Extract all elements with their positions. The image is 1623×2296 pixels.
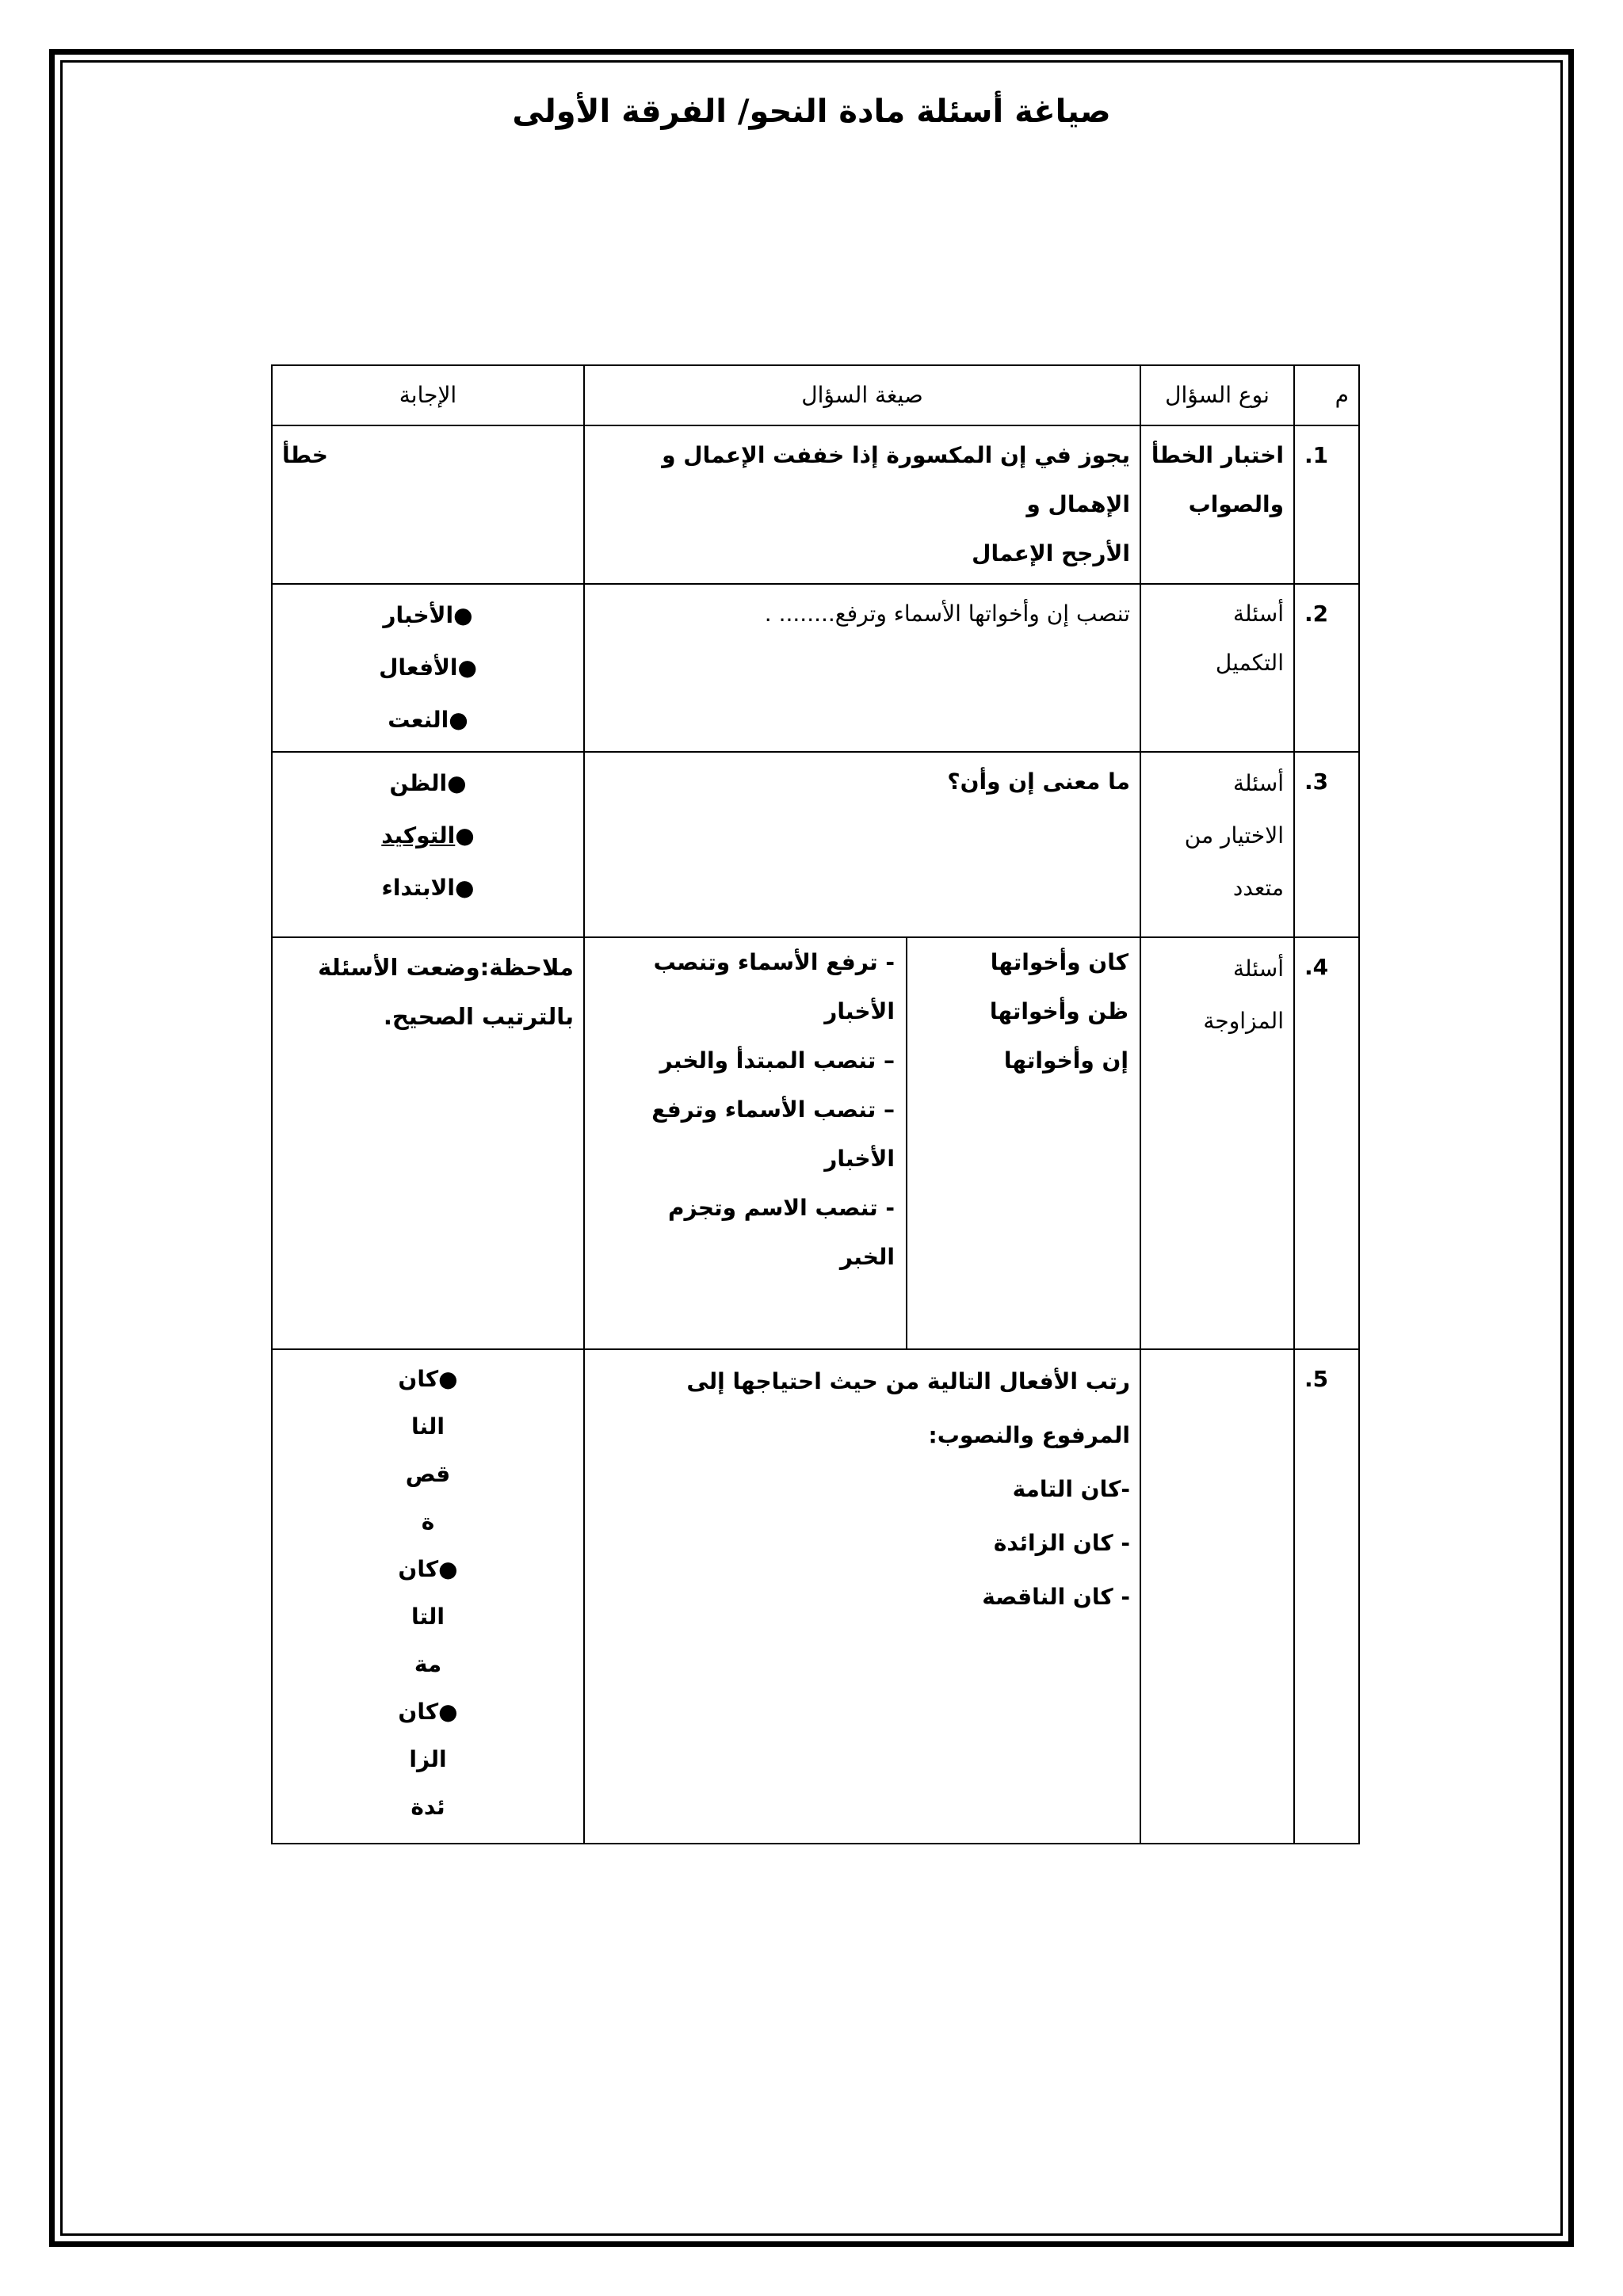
answer-fragments: ●كان النا قص ة ●كان التا مة ●كان الزا ئدة bbox=[272, 1349, 584, 1844]
option-item-correct: التوكيد bbox=[381, 822, 456, 849]
answer-note: ملاحظة:وضعت الأسئلة بالترتيب الصحيح. bbox=[272, 937, 584, 1349]
answer-options: ●الظن ●التوكيد ●الابتداء bbox=[272, 752, 584, 937]
question-type: أسئلة التكميل bbox=[1140, 584, 1294, 752]
question-text: ما معنى إن وأن؟ bbox=[584, 752, 1140, 937]
table-row bbox=[272, 425, 1359, 584]
page-title: صياغة أسئلة مادة النحو/ الفرقة الأولى bbox=[512, 93, 1111, 130]
row-number: 4. bbox=[1294, 937, 1359, 1349]
header-question: صيغة السؤال bbox=[584, 365, 1140, 425]
row-number: 2. bbox=[1294, 584, 1359, 752]
question-type bbox=[1140, 1349, 1294, 1844]
matching-left-column: كان وأخواتها ظن وأخواتها إن وأخواتها bbox=[907, 938, 1140, 1348]
questions-table bbox=[271, 364, 1360, 1844]
question-text: يجوز في إن المكسورة إذا خففت الإعمال و الإهمال و الأرجح الإعمال bbox=[584, 425, 1140, 584]
option-item: النعت bbox=[388, 707, 449, 733]
table-row bbox=[272, 1349, 1359, 1844]
question-type: أسئلة الاختيار من متعدد bbox=[1140, 752, 1294, 937]
option-item: الظن bbox=[389, 770, 448, 796]
table-row bbox=[272, 584, 1359, 752]
matching-question bbox=[584, 937, 1140, 1349]
answer-options: ●الأخبار ●الأفعال ●النعت bbox=[272, 584, 584, 752]
table-row bbox=[272, 937, 1359, 1349]
matching-right-column: - ترفع الأسماء وتنصب الأخبار – تنصب المبتدأ والخبر – تنصب الأسماء وترفع الأخبار - تنصب الاسم وتجزم الخبر bbox=[651, 949, 895, 1270]
row-number: 3. bbox=[1294, 752, 1359, 937]
answer-text: خطأ bbox=[272, 425, 584, 584]
matching-table bbox=[583, 938, 1140, 1348]
option-item: الأفعال bbox=[379, 654, 458, 681]
row-number: 5. bbox=[1294, 1349, 1359, 1844]
header-num: م bbox=[1294, 365, 1359, 425]
question-text: تنصب إن وأخواتها الأسماء وترفع........ . bbox=[584, 584, 1140, 752]
header-answer: الإجابة bbox=[272, 365, 584, 425]
row-number: 1. bbox=[1294, 425, 1359, 584]
question-type: أسئلة المزاوجة bbox=[1140, 937, 1294, 1349]
table-header-row bbox=[272, 365, 1359, 425]
option-item: الأخبار bbox=[383, 602, 454, 628]
question-text: رتب الأفعال التالية من حيث احتياجها إلى المرفوع والنصوب: -كان التامة - كان الزائدة - كان الناقصة bbox=[584, 1349, 1140, 1844]
question-type: اختبار الخطأ والصواب bbox=[1140, 425, 1294, 584]
table-row bbox=[272, 752, 1359, 937]
header-type: نوع السؤال bbox=[1140, 365, 1294, 425]
option-item: الابتداء bbox=[381, 875, 456, 901]
